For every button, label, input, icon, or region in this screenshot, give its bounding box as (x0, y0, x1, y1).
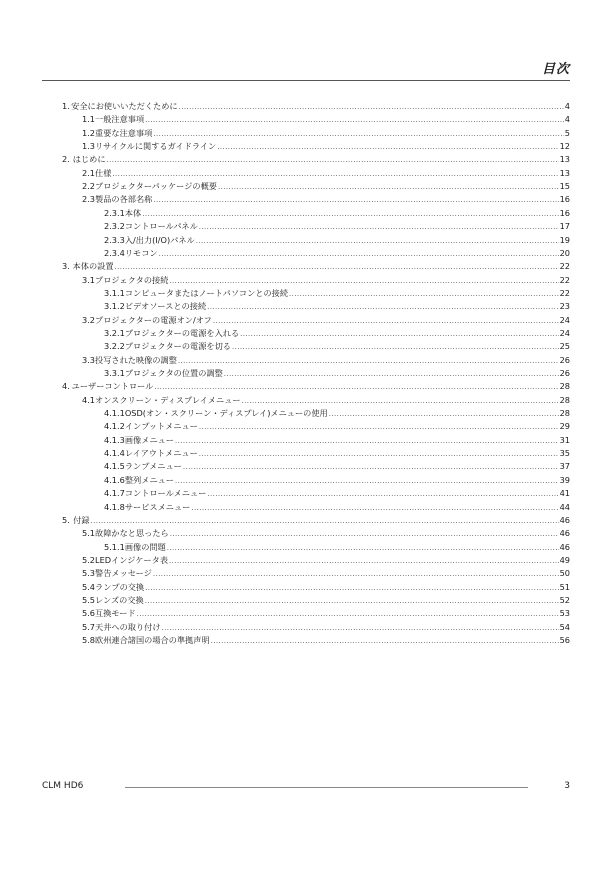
toc-entry[interactable] (62, 100, 570, 112)
toc-entry-number: 3.1.2 (104, 301, 125, 312)
toc-entry-title: 投写された映像の調整 (95, 354, 177, 365)
toc-entry-page: 46 (559, 541, 570, 552)
toc-entry-title: コントロールパネル (124, 221, 198, 232)
toc-entry-title: ランプメニュー (124, 461, 182, 472)
toc-entry-number: 3.2.1 (104, 327, 125, 338)
toc-entry-number: 3.3 (82, 354, 96, 365)
toc-entry-title: レイアウトメニュー (124, 448, 198, 459)
toc-entry-number: 5.3 (82, 568, 96, 579)
toc-entry-title: プロジェクターの電源オン/オフ (95, 314, 212, 325)
toc-entry-number: 2. (62, 154, 70, 165)
toc-entry[interactable] (104, 447, 570, 459)
toc-entry-title: プロジェクタの接続 (95, 274, 169, 285)
toc-entry-title: 本体の設置 (72, 261, 114, 272)
toc-entry[interactable] (62, 153, 570, 165)
toc-entry-number: 4.1.5 (104, 461, 125, 472)
toc-entry-number: 3.3.1 (104, 368, 125, 378)
toc-leader-dots (162, 622, 559, 634)
toc-leader-dots (91, 515, 559, 527)
toc-entry-number: 4.1 (82, 394, 96, 405)
toc-entry[interactable] (104, 541, 570, 553)
toc-entry[interactable] (104, 247, 570, 259)
toc-leader-dots (169, 555, 559, 567)
toc-entry[interactable] (82, 113, 570, 125)
toc-leader-dots (217, 141, 558, 153)
toc-leader-dots (153, 128, 563, 140)
toc-entry-title: リモコン (124, 247, 158, 258)
toc-entry-page: 31 (559, 434, 570, 445)
toc-entry-title: ビデオソースとの接続 (124, 301, 207, 312)
toc-entry-number: 2.3.1 (104, 207, 125, 218)
toc-entry-page: 46 (559, 528, 570, 539)
toc-entry-page: 37 (559, 461, 570, 472)
toc-entry-page: 16 (559, 207, 570, 218)
footer-label: CLM HD6 (42, 781, 84, 791)
toc-entry[interactable] (82, 607, 570, 619)
toc-entry-number: 4.1.2 (104, 421, 125, 432)
toc-entry-page: 13 (559, 167, 570, 178)
toc-entry-page: 46 (559, 514, 570, 525)
toc-entry-page: 39 (559, 474, 570, 485)
toc-entry[interactable] (82, 634, 570, 646)
toc-entry[interactable] (104, 434, 570, 446)
toc-entry-title: リサイクルに関するガイドライン (95, 141, 217, 152)
toc-entry[interactable] (104, 460, 570, 472)
toc-leader-dots (137, 608, 559, 620)
toc-entry-number: 4.1.8 (104, 501, 125, 512)
toc-entry[interactable] (104, 340, 570, 352)
toc-leader-dots (107, 154, 559, 166)
toc-leader-dots (145, 114, 564, 126)
toc-entry-number: 4.1.6 (104, 474, 125, 485)
toc-entry-page: 13 (559, 154, 570, 165)
toc-entry-title: 重要な注意事項 (95, 127, 153, 138)
toc-entry-page: 28 (559, 394, 570, 405)
toc-entry-page: 53 (559, 608, 570, 619)
toc-leader-dots (218, 181, 559, 193)
toc-entry[interactable] (104, 474, 570, 486)
toc-leader-dots (159, 248, 559, 260)
toc-entry-page: 24 (559, 314, 570, 325)
toc-entry-title: プロジェクターの電源を入れる (124, 327, 240, 338)
toc-entry-number: 1.2 (82, 127, 96, 138)
toc-entry-number: 3. (62, 261, 70, 272)
toc-entry-number: 4.1.3 (104, 434, 125, 445)
toc-entry-page: 15 (559, 181, 570, 192)
toc-leader-dots (154, 381, 558, 393)
toc-leader-dots (112, 168, 558, 180)
toc-entry-number: 5.5 (82, 594, 96, 605)
toc-entry[interactable] (104, 287, 570, 299)
toc-entry[interactable] (82, 567, 570, 579)
toc-entry[interactable] (82, 180, 570, 192)
toc-entry[interactable] (62, 514, 570, 526)
toc-entry-page: 25 (559, 341, 570, 352)
toc-leader-dots (213, 315, 559, 327)
toc-entry[interactable] (104, 420, 570, 432)
toc-entry-page: 28 (559, 381, 570, 392)
toc-leader-dots (240, 328, 558, 340)
toc-entry-page: 28 (559, 408, 570, 419)
toc-entry[interactable] (82, 314, 570, 326)
toc-entry-page: 22 (559, 287, 570, 298)
toc-entry[interactable] (82, 140, 570, 152)
toc-leader-dots (169, 275, 558, 287)
toc-entry-page: 19 (559, 234, 570, 245)
toc-entry-title: オンスクリーン・ディスプレイメニュー (95, 394, 241, 405)
toc-entry[interactable] (82, 274, 570, 286)
toc-entry[interactable] (82, 581, 570, 593)
toc-entry[interactable] (104, 327, 570, 339)
toc-entry-page: 50 (559, 568, 570, 579)
toc-entry-number: 5. (62, 514, 70, 525)
toc-entry-title: 本体 (124, 207, 142, 218)
toc-entry-title: サービスメニュー (124, 501, 191, 512)
toc-entry-title: ユーザーコントロール (71, 381, 154, 392)
toc-entry-title: コンピュータまたはノートパソコンとの接続 (124, 287, 289, 298)
toc-entry[interactable] (82, 127, 570, 139)
toc-entry[interactable] (104, 300, 570, 312)
toc-entry-number: 5.6 (82, 608, 96, 619)
toc-leader-dots (289, 288, 559, 300)
toc-entry-title: プロジェクターパッケージの概要 (95, 181, 217, 192)
toc-entry-number: 4. (62, 381, 70, 392)
toc-entry-number: 4.1.1 (104, 408, 125, 419)
page-header-title: 目次 (541, 62, 570, 77)
toc-entry-title: 天井への取り付け (95, 621, 161, 632)
toc-entry-title: 仕様 (95, 167, 112, 178)
toc-entry-title: 欧州連合諸国の場合の準拠声明 (95, 635, 210, 645)
toc-entry-number: 2.3.2 (104, 221, 125, 232)
toc-entry-title: 故障かなと思ったら (95, 528, 169, 539)
toc-entry[interactable] (62, 380, 570, 392)
toc-entry[interactable] (82, 527, 570, 539)
toc-entry[interactable] (82, 554, 570, 566)
toc-entry[interactable] (104, 220, 570, 232)
toc-entry-page: 56 (559, 635, 570, 645)
toc-entry-title: LEDインジケータ表 (95, 554, 169, 565)
toc-entry-number: 5.4 (82, 581, 96, 592)
toc-entry-title: 一般注意事項 (95, 114, 145, 125)
toc-entry-number: 5.1 (82, 528, 96, 539)
toc-entry[interactable] (104, 501, 570, 513)
header-rule (42, 80, 570, 81)
toc-entry-number: 1.3 (82, 141, 96, 152)
toc-entry[interactable] (62, 260, 570, 272)
toc-entry-number: 3.2 (82, 314, 96, 325)
toc-entry-number: 2.3.3 (104, 234, 125, 245)
toc-entry-page: 44 (559, 501, 570, 512)
toc-entry-page: 35 (559, 448, 570, 459)
toc-leader-dots (179, 101, 564, 113)
toc-entry-title: 画像メニュー (124, 434, 174, 445)
toc-leader-dots (199, 221, 559, 233)
toc-leader-dots (207, 488, 558, 500)
toc-entry-number: 4.1.4 (104, 448, 125, 459)
toc-entry-number: 5.1.1 (104, 541, 125, 552)
toc-entry-title: コントロールメニュー (124, 488, 207, 499)
toc-entry-page: 29 (559, 421, 570, 432)
toc-entry-title: プロジェクタの位置の調整 (124, 368, 223, 378)
toc-entry-number: 4.1.7 (104, 488, 125, 499)
toc-leader-dots (178, 355, 559, 367)
toc-entry-title: 整列メニュー (124, 474, 174, 485)
toc-leader-dots (142, 208, 558, 220)
toc-leader-dots (211, 635, 559, 647)
toc-entry-page: 22 (559, 274, 570, 285)
toc-leader-dots (232, 341, 559, 353)
footer-rule (125, 787, 528, 788)
toc-leader-dots (115, 261, 559, 273)
toc-entry-number: 3.1 (82, 274, 96, 285)
toc-entry-number: 2.2 (82, 181, 96, 192)
toc-entry-number: 3.2.2 (104, 341, 125, 352)
toc-entry-page: 17 (559, 221, 570, 232)
toc-entry-page: 41 (559, 488, 570, 499)
toc-entry-page: 52 (559, 594, 570, 605)
toc-entry-number: 1. (62, 101, 70, 111)
toc-entry-number: 5.2 (82, 554, 96, 565)
toc-entry-title: 画像の問題 (124, 541, 166, 552)
toc-entry-page: 49 (559, 554, 570, 565)
toc-entry-page: 12 (559, 141, 570, 152)
toc-entry[interactable] (104, 407, 570, 419)
toc-entry[interactable] (104, 207, 570, 219)
toc-entry-title: レンズの交換 (95, 594, 144, 605)
toc-entry-number: 5.7 (82, 621, 96, 632)
toc-entry-page: 16 (559, 194, 570, 205)
toc-entry-page: 5 (564, 127, 570, 138)
toc-entry[interactable] (104, 367, 570, 379)
toc-entry[interactable] (82, 394, 570, 406)
toc-entry[interactable] (82, 193, 570, 205)
toc-leader-dots (191, 502, 558, 514)
toc-leader-dots (207, 301, 558, 313)
toc-entry[interactable] (82, 594, 570, 606)
toc-entry-page: 54 (559, 621, 570, 632)
toc-entry-page: 20 (559, 247, 570, 258)
toc-entry-title: 警告メッセージ (95, 568, 152, 579)
toc-leader-dots (167, 542, 559, 554)
toc-leader-dots (145, 595, 559, 607)
toc-leader-dots (199, 448, 559, 460)
toc-entry[interactable] (82, 354, 570, 366)
toc-leader-dots (153, 568, 559, 580)
toc-entry[interactable] (82, 167, 570, 179)
toc-entry-page: 24 (559, 327, 570, 338)
toc-entry-title: インプットメニュー (124, 421, 198, 432)
toc-leader-dots (242, 395, 559, 407)
toc-entry-number: 2.1 (82, 167, 96, 178)
toc-entry-title: 入/出力(I/O)パネル (124, 234, 195, 245)
toc-entry-page: 26 (559, 368, 570, 378)
toc-entry-page: 4 (564, 114, 570, 125)
toc-entry-page: 51 (559, 581, 570, 592)
toc-entry-number: 1.1 (82, 114, 96, 125)
toc-entry-page: 23 (559, 301, 570, 312)
toc-entry-number: 5.8 (82, 635, 96, 645)
toc-leader-dots (145, 582, 558, 594)
toc-leader-dots (224, 368, 559, 380)
toc-entry-page: 4 (564, 101, 570, 111)
toc-leader-dots (175, 475, 559, 487)
toc-entry-title: 付録 (73, 514, 90, 525)
toc-leader-dots (329, 408, 559, 420)
toc-entry-title: 互換モード (95, 608, 136, 619)
toc-entry-number: 2.3 (82, 194, 96, 205)
toc-entry[interactable] (104, 234, 570, 246)
toc-leader-dots (183, 461, 559, 473)
toc-leader-dots (196, 235, 559, 247)
toc-entry-title: 製品の各部名称 (95, 194, 153, 205)
toc-entry-page: 26 (559, 354, 570, 365)
footer-page-number: 3 (564, 781, 570, 791)
toc-entry-number: 3.1.1 (104, 287, 125, 298)
toc-entry-title: 安全にお使いいただくために (71, 101, 178, 111)
toc-entry-title: はじめに (72, 154, 106, 165)
toc-entry-title: OSD(オン・スクリーン・ディスプレイ)メニューの使用 (124, 408, 328, 419)
toc-entry-number: 2.3.4 (104, 247, 125, 258)
toc-leader-dots (199, 421, 559, 433)
toc-entry[interactable] (82, 621, 570, 633)
toc-entry[interactable] (104, 487, 570, 499)
toc-entry-title: ランプの交換 (95, 581, 145, 592)
toc-entry-page: 22 (559, 261, 570, 272)
toc-leader-dots (170, 528, 559, 540)
toc-entry-title: プロジェクターの電源を切る (124, 341, 231, 352)
toc-leader-dots (153, 194, 558, 206)
toc-leader-dots (175, 435, 559, 447)
